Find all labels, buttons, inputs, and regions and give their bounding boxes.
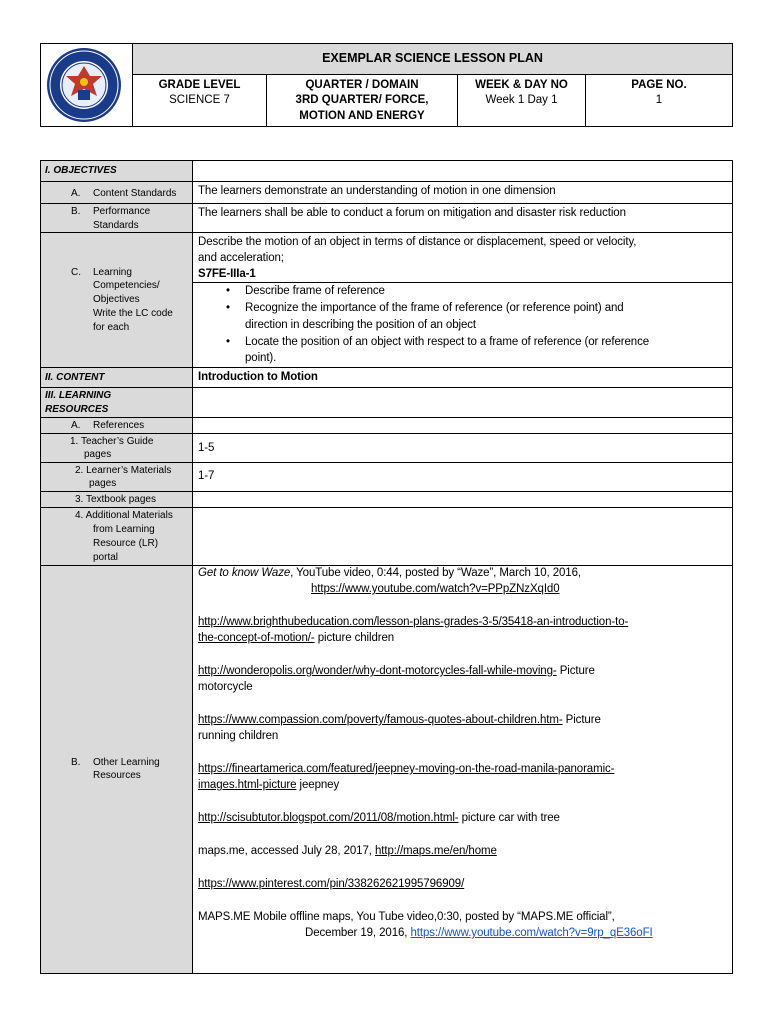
- resource-mapsme-video-line-1: MAPS.ME Mobile offline maps, You Tube video,0:30, posted by “MAPS.ME official”,: [198, 911, 615, 923]
- quarter-label: QUARTER / DOMAIN: [305, 79, 419, 91]
- objectives-heading: I. OBJECTIVES: [45, 165, 117, 176]
- resource-brighthub-link-2[interactable]: the-concept-of-motion/-: [198, 632, 315, 644]
- bullet-marker: •: [226, 336, 231, 348]
- competencies-value-1: Describe the motion of an object in terms of distance or displacement, speed or velocity,: [198, 236, 637, 248]
- objective-bullet-1: Describe frame of reference: [245, 285, 385, 297]
- learners-materials-pages: 1-7: [198, 470, 215, 482]
- competencies-label-3: Objectives: [93, 294, 140, 305]
- resource-mapsme-video-link[interactable]: https://www.youtube.com/watch?v=9rp_qE36oFI: [410, 927, 653, 939]
- bullet-marker: •: [226, 285, 231, 297]
- resource-waze-link-line: [311, 581, 560, 598]
- week-day-label: WEEK & DAY NO: [475, 79, 568, 91]
- additional-materials-label-4: portal: [93, 552, 119, 563]
- teachers-guide-label-2: pages: [84, 449, 112, 460]
- resource-fineart-line-2: [198, 777, 339, 794]
- quarter-value-1: 3RD QUARTER/ FORCE,: [295, 94, 429, 106]
- performance-standards-label-1: Performance: [93, 206, 151, 217]
- grade-level-label: GRADE LEVEL: [158, 79, 241, 91]
- resource-compassion-link[interactable]: https://www.compassion.com/poverty/famous-quotes-about-children.htm-: [198, 714, 563, 726]
- resource-wonderopolis-link[interactable]: http://wonderopolis.org/wonder/why-dont-motorcycles-fall-while-moving-: [198, 665, 557, 677]
- resource-fineart-note: jeepney: [296, 779, 340, 791]
- additional-materials-label-2: from Learning: [93, 524, 155, 535]
- quarter-value-2: MOTION AND ENERGY: [299, 110, 425, 122]
- resource-brighthub-note: picture children: [314, 632, 395, 644]
- resource-mapsme-video-date: December 19, 2016,: [305, 927, 411, 939]
- content-value: Introduction to Motion: [198, 371, 318, 383]
- objective-bullet-3a: Locate the position of an object with respect to a frame of reference (or reference: [245, 336, 650, 348]
- performance-standards-letter: B.: [71, 206, 81, 217]
- performance-standards-value: The learners shall be able to conduct a forum on mitigation and disaster risk reduction: [198, 207, 626, 219]
- resource-brighthub-link-1[interactable]: http://www.brighthubeducation.com/lesson-plans-grades-3-5/35418-an-introduction-to-: [198, 616, 629, 628]
- resource-scisubtutor-link[interactable]: http://scisubtutor.blogspot.com/2011/08/motion.html-: [198, 812, 459, 824]
- resource-mapsme-video-line-2: [305, 925, 653, 942]
- textbook-pages-label: 3. Textbook pages: [75, 494, 156, 505]
- grade-level-value: SCIENCE 7: [169, 94, 230, 106]
- other-resources-label-1: Other Learning: [93, 757, 160, 768]
- resource-brighthub-line-2: [198, 630, 394, 647]
- resource-compassion-line-2: running children: [198, 730, 279, 742]
- objective-bullet-2a: Recognize the importance of the frame of reference (or reference point) and: [245, 302, 624, 314]
- resources-heading-2: RESOURCES: [45, 404, 109, 415]
- resource-waze-line: [198, 565, 581, 582]
- resource-pinterest-link[interactable]: https://www.pinterest.com/pin/338262621995796909/: [198, 878, 465, 890]
- performance-standards-label-2: Standards: [93, 220, 139, 231]
- page-number-label: PAGE NO.: [631, 79, 687, 91]
- learners-materials-label-2: pages: [89, 478, 117, 489]
- resource-wonderopolis-note-1: Picture: [556, 665, 595, 677]
- deped-seal-logo: [44, 46, 124, 124]
- bullet-marker: •: [226, 302, 231, 314]
- references-label: References: [93, 420, 145, 431]
- content-standards-label: Content Standards: [93, 188, 177, 199]
- resource-compassion-note-1: Picture: [562, 714, 601, 726]
- resource-fineart-link-1[interactable]: https://fineartamerica.com/featured/jeepney-moving-on-the-road-manila-panoramic-: [198, 763, 615, 775]
- competencies-label-5: for each: [93, 322, 130, 333]
- teachers-guide-pages: 1-5: [198, 442, 215, 454]
- teachers-guide-label-1: 1. Teacher’s Guide: [70, 436, 154, 447]
- additional-materials-label-3: Resource (LR): [93, 538, 159, 549]
- resource-fineart-line-1: [198, 761, 614, 778]
- competencies-letter: C.: [71, 267, 81, 278]
- resource-compassion-line-1: [198, 712, 601, 729]
- resource-mapsme-link[interactable]: http://maps.me/en/home: [374, 845, 497, 857]
- page-title: EXEMPLAR SCIENCE LESSON PLAN: [322, 51, 543, 65]
- resource-scisubtutor-line: [198, 810, 560, 827]
- resource-mapsme-text: maps.me, accessed July 28, 2017,: [198, 845, 375, 857]
- content-standards-value: The learners demonstrate an understanding of motion in one dimension: [198, 185, 556, 197]
- content-heading: II. CONTENT: [45, 372, 105, 383]
- resource-waze-title: Get to know Waze: [198, 567, 291, 579]
- objective-bullet-2b: direction in describing the position of an object: [245, 319, 476, 331]
- learners-materials-label-1: 2. Learner’s Materials: [75, 465, 172, 476]
- references-letter: A.: [71, 420, 81, 431]
- resource-waze-details: , YouTube video, 0:44, posted by “Waze”, March 10, 2016,: [290, 567, 581, 579]
- resource-mapsme-line: [198, 843, 497, 860]
- resource-fineart-link-2[interactable]: images.html-picture: [198, 779, 297, 791]
- competencies-label-1: Learning: [93, 267, 132, 278]
- resources-heading-1: III. LEARNING: [45, 390, 112, 401]
- resource-waze-link[interactable]: https://www.youtube.com/watch?v=PPpZNzXqId0: [311, 583, 560, 595]
- competencies-label-2: Competencies/: [93, 280, 160, 291]
- additional-materials-label-1: 4. Additional Materials: [75, 510, 173, 521]
- other-resources-label-2: Resources: [93, 770, 141, 781]
- page-number-value: 1: [655, 94, 663, 106]
- week-day-value: Week 1 Day 1: [485, 94, 558, 106]
- resource-scisubtutor-note: picture car with tree: [458, 812, 560, 824]
- resource-wonderopolis-line-2: motorcycle: [198, 681, 253, 693]
- content-standards-letter: A.: [71, 188, 81, 199]
- competencies-label-4: Write the LC code: [93, 308, 173, 319]
- objective-bullet-3b: point).: [245, 352, 277, 364]
- other-resources-letter: B.: [71, 757, 81, 768]
- resource-brighthub-line-1: [198, 614, 628, 631]
- resource-wonderopolis-line-1: [198, 663, 595, 680]
- competencies-value-2: and acceleration;: [198, 252, 284, 264]
- competency-code: S7FE-IIIa-1: [198, 268, 256, 280]
- resource-pinterest-line: [198, 876, 464, 893]
